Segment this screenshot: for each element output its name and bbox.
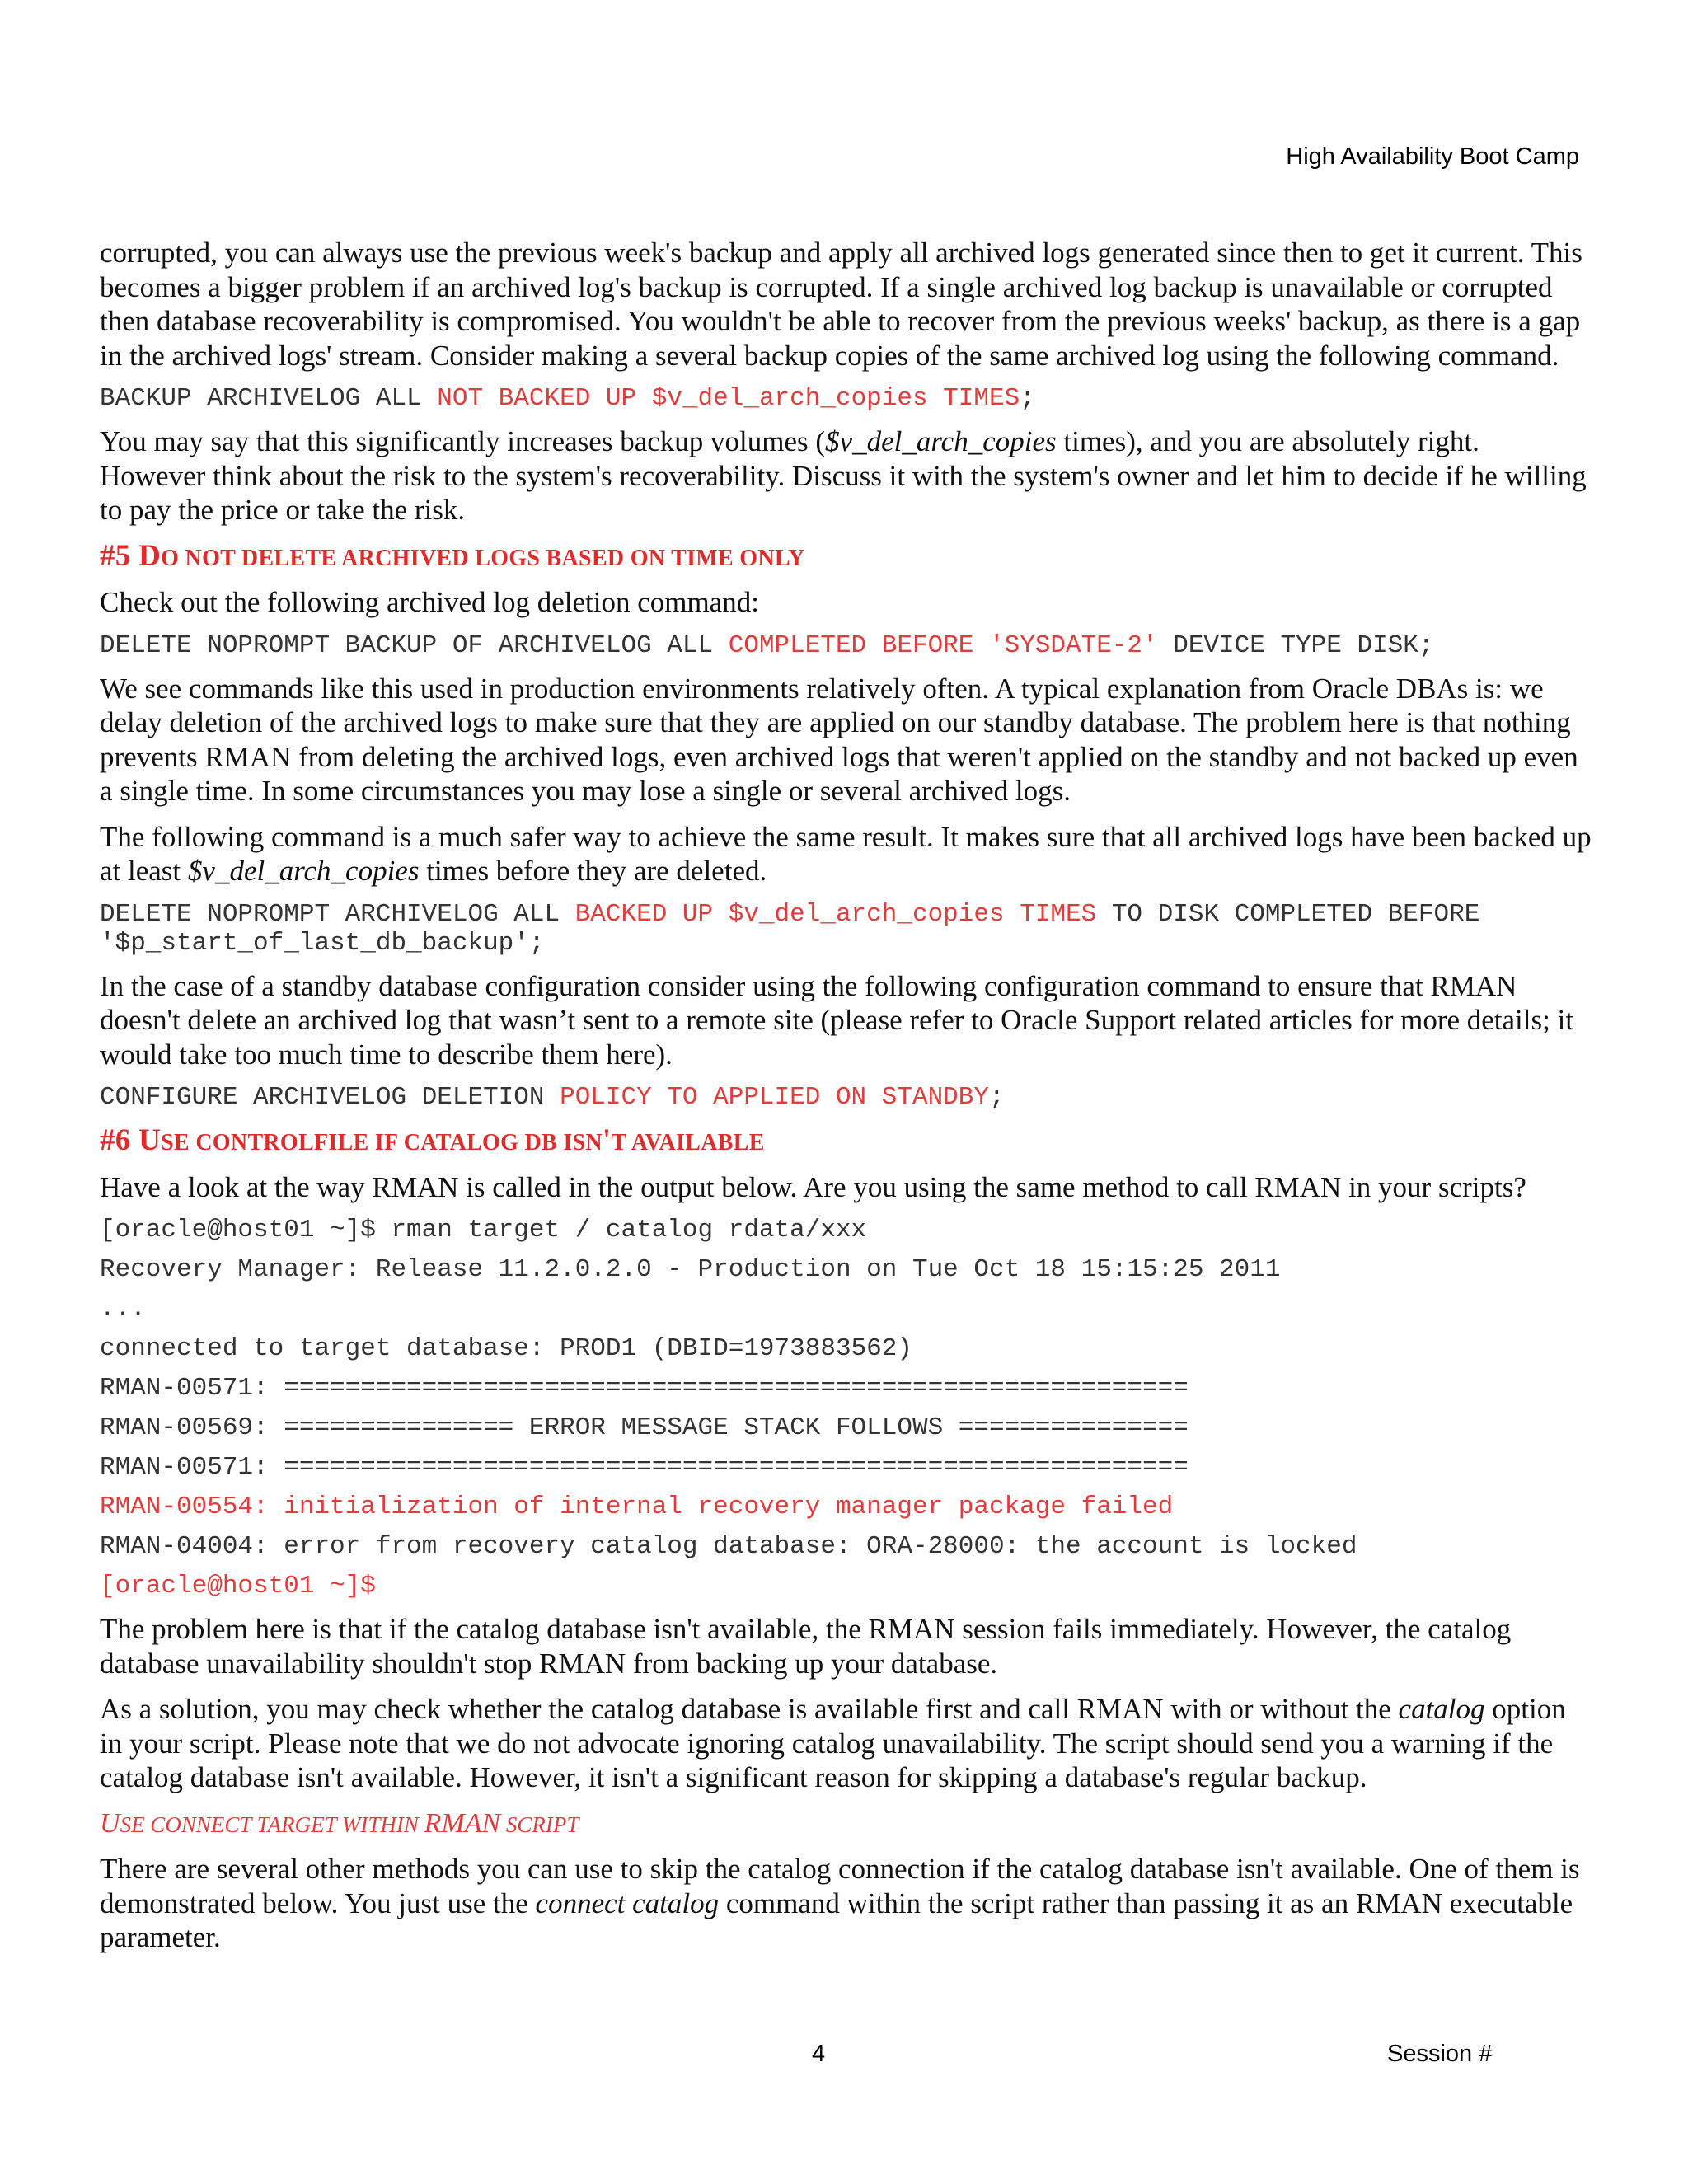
paragraph: Check out the following archived log deletion command: xyxy=(100,586,759,618)
terminal-output xyxy=(100,1216,1592,1601)
body-content xyxy=(100,236,1592,1966)
paragraph: The following command is a much safer way to achieve the same result. It makes sure that all archived logs have been backed up at least $v_del_arch_copies times before they are deleted. xyxy=(100,820,1592,887)
paragraph: As a solution, you may check whether the catalog database is available first and call RMAN with or without the catalog option in your script. Please note that we do not advocate ignoring catalog unavailability. The script should send you a warning if the catalog database isn't available. However, it isn't a significant reason for skipping a database's regular backup. xyxy=(100,1693,1566,1793)
terminal-line-error: RMAN-00554: initialization of internal recovery manager package failed xyxy=(100,1493,1174,1521)
terminal-line: RMAN-04004: error from recovery catalog database: ORA-28000: the account is locked xyxy=(100,1532,1357,1561)
paragraph: You may say that this significantly increases backup volumes ($v_del_arch_copies times), and you are absolutely right. However think about the risk to the system's recoverability. Discuss it with the system's owner and let him to decide if he willing to pay the price or take the risk. xyxy=(100,425,1587,526)
section-heading-5: #5 DO NOT DELETE ARCHIVED LOGS BASED ON TIME ONLY xyxy=(100,538,805,573)
terminal-line: [oracle@host01 ~]$ rman target / catalog rdata/xxx xyxy=(100,1216,867,1244)
paragraph: The problem here is that if the catalog database isn't available, the RMAN session fails immediately. However, the catalog database unavailability shouldn't stop RMAN from backing up your database. xyxy=(100,1613,1512,1680)
paragraph: In the case of a standby database configuration consider using the following configuration command to ensure that RMAN doesn't delete an archived log that wasn’t sent to a remote site (please refer to Oracle Support related articles for more details; it would take too much time to describe them here). xyxy=(100,969,1574,1071)
code-backup-archivelog: BACKUP ARCHIVELOG ALL NOT BACKED UP $v_del_arch_copies TIMES; xyxy=(100,384,1035,413)
terminal-line: Recovery Manager: Release 11.2.0.2.0 - Production on Tue Oct 18 15:15:25 2011 xyxy=(100,1255,1281,1284)
footer-session: Session # xyxy=(1387,2041,1493,2067)
code-configure-deletion: CONFIGURE ARCHIVELOG DELETION POLICY TO APPLIED ON STANDBY; xyxy=(100,1083,1005,1112)
terminal-prompt: [oracle@host01 ~]$ xyxy=(100,1572,376,1601)
page-number: 4 xyxy=(812,2041,826,2067)
paragraph: There are several other methods you can use to skip the catalog connection if the catalog database isn't available. One of them is demonstrated below. You just use the connect catalog command within the script rather than passing it as an RMAN executable parameter. xyxy=(100,1853,1580,1953)
subsection-heading: USE CONNECT TARGET WITHIN RMAN SCRIPT xyxy=(100,1807,579,1839)
terminal-line: ... xyxy=(100,1295,146,1324)
terminal-line: RMAN-00571: =========================================================== xyxy=(100,1453,1189,1482)
terminal-line: RMAN-00571: =========================================================== xyxy=(100,1374,1189,1403)
paragraph: We see commands like this used in production environments relatively often. A typical explanation from Oracle DBAs is: we delay deletion of the archived logs to make sure that they are applied on our standby database. The problem here is that nothing prevents RMAN from deleting the archived logs, even archived logs that weren't applied on the standby and not backed up even a single time. In some circumstances you may lose a single or several archived logs. xyxy=(100,672,1578,807)
terminal-line: connected to target database: PROD1 (DBID=1973883562) xyxy=(100,1334,912,1363)
section-heading-6: #6 USE CONTROLFILE IF CATALOG DB ISN'T AVAILABLE xyxy=(100,1123,765,1157)
paragraph: Have a look at the way RMAN is called in the output below. Are you using the same method to call RMAN in your scripts? xyxy=(100,1170,1526,1203)
running-header: High Availability Boot Camp xyxy=(1286,143,1579,170)
paragraph: corrupted, you can always use the previous week's backup and apply all archived logs generated since then to get it current. This becomes a bigger problem if an archived log's backup is corrupted. If a single archived log backup is unavailable or corrupted then database recoverability is compromised. You wouldn't be able to recover from the previous weeks' backup, as there is a gap in the archived logs' stream. Consider making a several backup copies of the same archived log using the following command. xyxy=(100,237,1582,372)
terminal-line: RMAN-00569: =============== ERROR MESSAGE STACK FOLLOWS =============== xyxy=(100,1413,1189,1442)
code-delete-archivelog: DELETE NOPROMPT ARCHIVELOG ALL BACKED UP $v_del_arch_copies TIMES TO DISK COMPLETED BEFORE '$p_start_of_last_db_backup'; xyxy=(100,899,1495,958)
code-delete-backup: DELETE NOPROMPT BACKUP OF ARCHIVELOG ALL COMPLETED BEFORE 'SYSDATE-2' DEVICE TYPE DISK; xyxy=(100,630,1434,660)
